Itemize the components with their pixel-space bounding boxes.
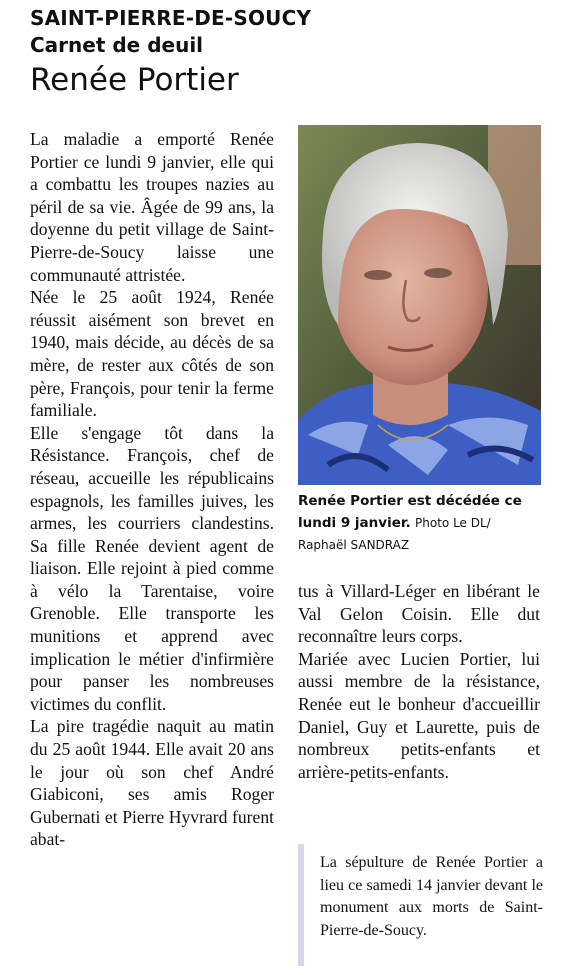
article-location: SAINT-PIERRE-DE-SOUCY: [30, 6, 312, 30]
photo-credit: Photo Le DL/ Raphaël SANDRAZ: [298, 516, 491, 552]
article-rubric: Carnet de deuil: [30, 33, 204, 57]
paragraph: Elle s'engage tôt dans la Résistance. François, chef de réseau, accueille les républicains espagnols, les familles juives, les armes, les courriers clandestins. Sa fille Renée devient agent de liaison. Elle rejoint à pied comme à vélo la Tarentaise, voire Grenoble. Elle transporte les munitions et apprend avec implication le métier d'infirmière pour panser les nombreuses victimes du conflit.: [30, 422, 274, 714]
photo-caption: [298, 490, 543, 556]
article-column-2: [298, 580, 540, 783]
funeral-info-text: La sépulture de Renée Portier a lieu ce samedi 14 janvier devant le monument aux morts de Saint-Pierre-de-Soucy.: [320, 854, 543, 939]
article-headline: Renée Portier: [30, 62, 239, 98]
paragraph: Née le 25 août 1924, Renée réussit aisément son brevet en 1940, mais décide, au décès de sa mère, de rester aux côtés de son père, François, pour tenir la ferme familiale.: [30, 287, 274, 421]
paragraph: La maladie a emporté Renée Portier ce lundi 9 janvier, elle qui a combattu les troupes nazies au péril de sa vie. Âgée de 99 ans, la doyenne du petit village de Saint-Pierre-de-Soucy laisse une communauté attristée.: [30, 129, 274, 285]
caption-text: Renée Portier est décédée ce lundi 9 janvier.: [298, 493, 522, 531]
funeral-info-box: [298, 844, 543, 966]
paragraph: Mariée avec Lucien Portier, lui aussi membre de la résistance, Renée eut le bonheur d'accueillir Daniel, Guy et Laurette, puis de nombreux petits-enfants et arrière-petits-enfants.: [298, 648, 540, 782]
portrait-photo: [298, 125, 541, 485]
article-column-1: [30, 128, 274, 851]
paragraph: La pire tragédie naquit au matin du 25 août 1944. Elle avait 20 ans le jour où son chef André Giabiconi, ses amis Roger Gubernati et Pierre Hyvrard furent abat-: [30, 716, 274, 850]
paragraph: tus à Villard-Léger en libérant le Val Gelon Coisin. Elle dut reconnaître leurs corps.: [298, 581, 540, 647]
